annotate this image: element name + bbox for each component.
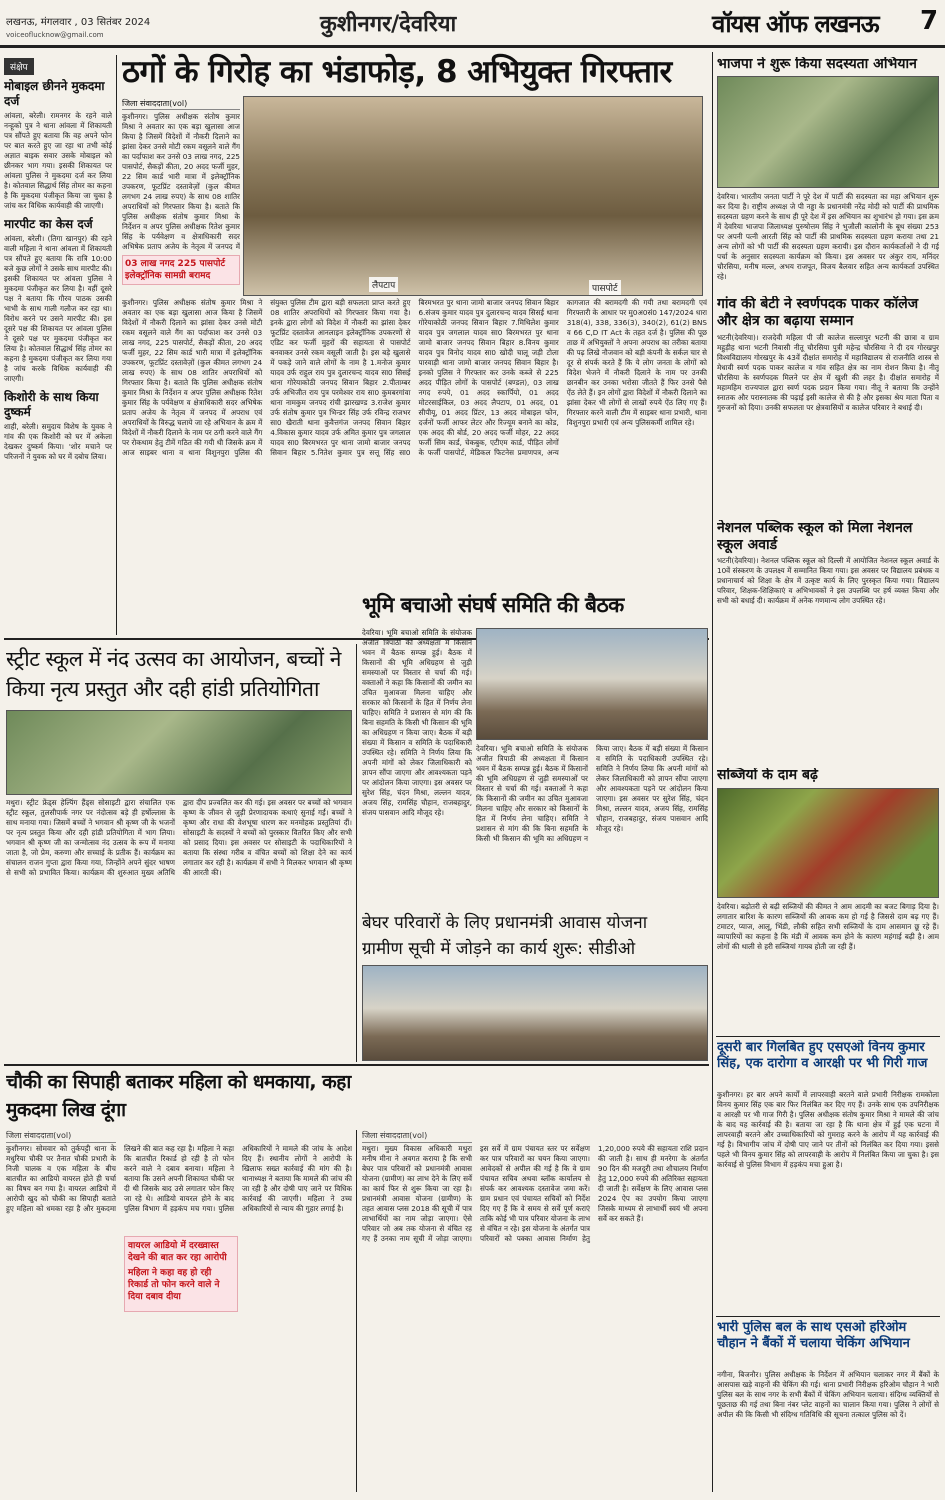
chowki-highlight-1: वायरल आडियो में दरख्वास्त देखने की बात कर रहा आरोपी — [128, 1241, 227, 1263]
email-line: voiceoflucknow@gmail.com — [6, 31, 104, 39]
lead-body-continued-text: कुशीनगर। पुलिस अधीक्षक संतोष कुमार मिश्रा ने अवतार का एक बड़ा खुलासा आज किया है जिसमें विदेशों में नौकरी दिलाने का झांसा देकर उनसे मोटी रकम वसूलने वाले गैंग का पर्दाफाश कर उनसे 03 लाख नगद, 225 पासपोर्ट, सैकड़ों कीता, 20 अदद फर्जी मुहर, 22 सिम कार्ड भारी मात्रा में इलेक्ट्रॉनिक उपकरण, फूटप्रिंट दस्तावेज़ों (कुल कीमत लगभग 24 लाख रुपए) के साथ 08 शातिर अपराधियों को गिरफ्तार किया है। बताते कि पुलिस अधीक्षक संतोष कुमार मिश्रा के निर्देशन व अपर पुलिस अधीक्षक रितेश कुमार सिंह के पर्यवेक्षण व क्षेत्राधिकारी सदर अभिषेक प्रताप अजेय के नेतृत्व में जनपद में अपराध एवं अपराधियों के विरुद्ध चलाये जा रहे अभियान के क्रम में विदेशों में नौकरी दिलाने के नाम पर ठगी करने वाले गैंग पर रोकथाम हेतु टीमें गठित की गयी थी जिसके क्रम में आज साइबर थाना व थाना विशुनपुरा पुलिस की संयुक्त पुलिस टीम द्वारा बड़ी सफलता प्राप्त करते हुए 08 शातिर अपराधियों को गिरफ्तार किया गया है। इनके द्वारा लोगों को विदेश में नौकरी का झांसा देकर फूटप्रिंट दस्तावेज आनलाइन इलेक्ट्रॉनिक उपकरणों से एडिट कर फर्जी मुहरों की सहायता से पासपोर्ट बनवाकर उनसे रकम वसूली जाती है। इस बड़े खुलासे में पकड़े जाने वाले लोगों के नाम है 1.मनोज कुमार यादव उर्फ राहुल राय पुत्र दुलारचन्द यादव सा0 सिसई थाना गोरेयाकोठी जनपद सिवान बिहार 2.पीताम्बर उर्फ अभिजीत राय पुत्र परमेश्वर राय सा0 कुमबरगांवा थाना नामकुम जनपद रांची झारखण्ड 3.राजेश कुमार उर्फ संतोष कुमार पुत्र भिन्डर सिंह उर्फ रविन्द्र राजभर सा0 खैराती थाना कुवैत्तगंज जनपद सिवान बिहार 4.विकास कुमार यादव उर्फ अमित कुमार पुत्र जगलाल यादव सा0 बिरमभरत पुर थाना जामो बाजार जनपद सिवान बिहार 5.नितेश कुमार पुत्र सत्तू सिंह सा0 बिरमभरत पुर थाना जामो बाजार जनपद सिवान बिहार 6.संजय कुमार यादव पुत्र दुलारचन्द यादव सिसई थाना गोरेयाकोठी जनपद सिवान बिहार 7.मिथिलेश कुमार यादव पुत्र जगलाल यादव सा0 बिरमभरत पुर थाना जामो बाजार जनपद सिवान बिहार 8.विनय कुमार यादव पुत्र विनोद यादव सा0 खोदी चालू जड़ी टोला पारवाड़ी थाना जामो बाजार जनपद सिवान बिहार है। इनको पुलिस ने गिरफ्तार कर उनके कब्जे से 225 अदद पीड़ित लोगों के पासपोर्ट (बण्डल), 03 लाख नगद रुपये, 01 अदद स्कार्पियो, 01 अदद मोटरसाईकिल, 03 अदद लैपटाप, 01 अदद, 01 सीपीयू, 01 अदद प्रिंटर, 13 अदद मोबाइल फोन, दर्जनों फर्जी आफर लेटर और रिज्यूम बनाने का कोड, एक अदद की बोर्ड, 20 अदद फर्जी मोहर, 22 अदद फर्जी सिम कार्ड, चेकबुक, एटीएम कार्ड, पीड़ित लोगों के फर्जी पासपोर्ट, मेडिकल फिटनेस प्रमाणपत्र, अन्य कागजात की बरामदगी की गयी तथा बरामदगी एवं गिरफ्तारी के आधार पर मु0अ0सं0 147/2024 धारा 318(4), 338, 336(3), 340(2), 61(2) BNS व 66 C,D IT Act के तहत दर्ज है। पुलिस की पूछ ताछ में अभियुक्तों ने अपना अपराध का तरीका बताया की पढ़ लिखे नौजवान को बड़ी कंपनी के सर्कल चार से दूर से संपर्क करते हैं कि ये लोग जनता के लोगों को विदेश भेजने में नौकरी दिलाने के नाम पर उनकी छानबीन कर उनका भरोसा जीतते हैं फिर उनसे पैसे ऐंठ लेते हैं। इन लोगों द्वारा विदेशों में नौकरी दिलाने का झांसा देकर भी लोगों से लाखों रुपये ऐंठ लिए गए हैं। गिरफ्तार करने वाली टीम में साइबर थाना प्रभारी, थाना विशुनपुरा प्रभारी एवं अन्य पुलिसकर्मी शामिल रहे। — [122, 298, 707, 457]
college-body: भटनी(देवरिया)। राजदेवी महिला पी जी कालेज सल्लापुर भटनी की छात्रा व ग्राम महुड़ीह थाना भटनी निवासी नीतू चौरसिया पुत्री महेन्द्र चौरसिया ने दी दय गोरखपुर विश्वविद्यालय गोरखपुर के 43वें दीक्षांत समारोह में महाविद्यालय से राजनीति शास्त्र से मेधावी स्वर्ण पदक पाकर कालेज व गांव सहित क्षेत्र का नाम रोशन किया है। नीतू चौरसिया के स्वर्णपदक मिलने पर क्षेत्र में खुशी की लहर है। दीक्षांत समारोह में महामहिम राज्यपाल द्वारा स्वर्ण पदक प्रदान किया गया। नीतू ने बताया कि उन्होंने स्नातक और परास्नातक की पढ़ाई इसी कालेज से की है और इसका श्रेय माता पिता व गुरुजनों को दिया। उनकी सफलता पर क्षेत्रवासियों व कालेज परिवार ने बधाई दी। — [717, 333, 939, 412]
chowki-top-rule — [4, 1064, 709, 1066]
date-line: लखनऊ, मंगलवार , 03 सितंबर 2024 — [6, 17, 151, 28]
lead-body: कुशीनगर। पुलिस अधीक्षक संतोष कुमार मिश्रा ने अवतार का एक बड़ा खुलासा आज किया है जिसमें विदेशों में नौकरी दिलाने का झांसा देकर उनसे मोटी रकम वसूलने वाले गैंग का पर्दाफाश कर उनसे 03 लाख नगद, 225 पासपोर्ट, सैकड़ों कीता, 20 अदद फर्जी मुहर, 22 सिम कार्ड भारी मात्रा में इलेक्ट्रॉनिक उपकरण, फूटप्रिंट दस्तावेज़ों (कुल कीमत लगभग 24 लाख रुपए) के साथ 08 शातिर अपराधियों को गिरफ्तार किया है। बताते कि पुलिस अधीक्षक संतोष कुमार मिश्रा के निर्देशन व अपर पुलिस अधीक्षक रितेश कुमार सिंह के पर्यवेक्षण व क्षेत्राधिकारी सदर अभिषेक प्रताप अजेय के नेतृत्व में जनपद में — [122, 112, 240, 251]
awas-body — [362, 1144, 708, 1494]
awas-headline-2: ग्रामीण सूची में जोड़ने का कार्य शुरू: सीडीओ — [362, 939, 636, 959]
sidebar-story3-body: शाही, बरेली। समुदाय विशेष के युवक ने गांव की एक किशोरी को घर में अकेला देखकर दुष्कर्म किया। 'शोर मचाने पर परिजनों ने युवक को घर में दबोच लिया। — [4, 422, 112, 461]
school-award-body: भटनी(देवरिया)। नेशनल पब्लिक स्कूल को दिल्ली में आयोजित नेशनल स्कूल अवार्ड के 10वें संस्करण के उपलक्ष्य में सम्मानित किया गया। इस अवसर पर विद्यालय प्रबंधक व प्रधानाचार्य को शिक्षा के क्षेत्र में उत्कृष्ट कार्य के लिए पुरस्कृत किया गया। विद्यालय परिवार, शिक्षक-शिक्षिकाएं व अभिभावकों ने इस उपलब्धि पर हर्ष व्यक्त किया और सभी को बधाई दी। कार्यक्रम में अनेक गणमान्य लोग उपस्थित रहे। — [717, 556, 939, 605]
lead-photo-label-passport: पासपोर्ट — [589, 280, 621, 295]
street-school-headline: स्ट्रीट स्कूल में नंद उत्सव का आयोजन, बच्चों ने किया नृत्य प्रस्तुत और दही हांडी प्रतियोगिता — [6, 647, 341, 701]
vegetables-photo — [717, 788, 939, 898]
land-body-right — [476, 744, 708, 904]
checking-headline: भारी पुलिस बल के साथ एसओ हरिओम चौहान ने बैंकों में चलाया चेकिंग अभियान — [717, 1320, 910, 1351]
chowki-headline: चौकी का सिपाही बताकर महिला को धमकाया, कहा मुकदमा लिख दूंगा — [6, 1071, 351, 1121]
street-school-body: मथुरा। स्ट्रीट फ्रेंड्स हेल्पिंग हैंड्स सोसाइटी द्वारा संचालित एक स्ट्रीट स्कूल, तुलसीपार्क नगर पर नंदोत्सव बड़े ही हर्षोल्लास के साथ मनाया गया। जिसमें बच्चों ने भगवान श्री कृष्ण जी के भजनों पर नृत्य प्रस्तुत किया और दही हांडी प्रतियोगिता में भाग लिया। भगवान श्री कृष्ण जी का जन्मोत्सव नंद उत्सव के रूप में मनाया जाता है, जो प्रेम, करुणा और सच्चाई के प्रतीक हैं। कार्यक्रम का संचालन राजन गुप्ता द्वारा किया गया, जिन्होंने अपने सुंदर भाषण से सभी को प्रभावित किया। कार्यक्रम की शुरुआत मुख्य अतिथि द्वारा दीप प्रज्वलित कर की गई। इस अवसर पर बच्चों को भगवान कृष्ण के जीवन से जुड़ी प्रेरणादायक कथाएं सुनाई गईं। बच्चों ने कृष्ण और राधा की वेशभूषा धारण कर मनमोहक प्रस्तुतियां दीं। सोसाइटी के सदस्यों ने बच्चों को पुरस्कार वितरित किए और सभी को प्रसाद दिया। इस अवसर पर सोसाइटी के पदाधिकारियों ने बताया कि संस्था गरीब व वंचित बच्चों को शिक्षा देने का कार्य लगातार कर रही है। कार्यक्रम में सभी ने मिलकर भगवान श्री कृष्ण की आरती की। — [6, 798, 352, 877]
section-title: कुशीनगर/देवरिया — [320, 12, 457, 37]
page-number: 7 — [920, 6, 939, 36]
land-headline: भूमि बचाओ संघर्ष समिति की बैठक — [362, 593, 624, 617]
land-body-left: देवरिया। भूमि बचाओ समिति के संयोजक अजीत त्रिपाठी की अध्यक्षता में किसान भवन में बैठक सम्पन्न हुई। बैठक में किसानों की भूमि अधिग्रहण से जुड़ी समस्याओं पर विस्तार से चर्चा की गई। वक्ताओं ने कहा कि किसानों की जमीन का उचित मुआवजा मिलना चाहिए और सरकार को किसानों के हित में निर्णय लेना चाहिए। समिति ने प्रशासन से मांग की कि बिना सहमति के किसी भी किसान की भूमि का अधिग्रहण न किया जाए। बैठक में बड़ी संख्या में किसान व समिति के पदाधिकारी उपस्थित रहे। समिति ने निर्णय लिया कि अपनी मांगों को लेकर जिलाधिकारी को ज्ञापन सौंपा जाएगा और आवश्यकता पड़ने पर आंदोलन किया जाएगा। इस अवसर पर सुरेश सिंह, चंदन मिश्रा, लल्लन यादव, अजय सिंह, रामसिंह चौहान, राजबहादुर, संजय पासवान आदि मौजूद रहे। — [362, 628, 472, 817]
lead-highlight-text: 03 लाख नगद 225 पासपोर्ट इलेक्ट्रॉनिक सामग्री बरामद — [125, 259, 225, 281]
awas-byline: जिला संवाददाता(vol) — [362, 1130, 472, 1143]
chowki-body — [6, 1144, 352, 1494]
sidebar-story3-headline: किशोरी के साथ किया दुष्कर्म — [4, 390, 99, 419]
chowki-highlight — [124, 1236, 238, 1312]
brand-logo: वॉयस ऑफ लखनऊ — [712, 10, 879, 38]
chowki-divider — [356, 1130, 357, 1492]
arrest-top-rule — [716, 1036, 940, 1037]
sidebar-story1-body: आंवला, बरेली। रामनगर के रहने वाले नन्हूको पुत्र ने थाना आंवला में शिकायती पत्र सौंपते हुए बताया कि वह अपने फोन पर बात करते हुए जा रहा था तभी कोई अज्ञात बाइक सवार उसके मोबाइल को छीनकर भाग गया। इसकी शिकायत पर आंवला पुलिस ने मुकदमा दर्ज कर लिया है। कोतवाल सिद्धार्थ सिंह तोमर का कहना है कि मुकदमा पंजीकृत किया जा चुका है जांच कर विधिक कार्यवाही की जाएगी। — [4, 111, 112, 210]
sidebar — [4, 55, 112, 635]
chowki-body-text: कुशीनगर। सोमवार को तुर्कपट्टी थाना के मधुरिया चौकी पर तैनात चौकी प्रभारी के निजी चालक व एक महिला के बीच बातचीत का आडियो वायरल होते ही चर्चा का विषय बन गया है। वायरल आडियो में आरोपी खुद को चौकी का सिपाही बताते हुए महिला को धमका रहा है और मुकदमा लिखने की बात कह रहा है। महिला ने कहा कि बातचीत रिकार्ड हो रही है तो फोन करने वाले ने दबाव बनाया। महिला ने बताया कि उसने अपनी शिकायत चौकी पर दी थी जिसके बाद उसे लगातार फोन किए जा रहे थे। आडियो वायरल होने के बाद पुलिस विभाग में हड़कंप मच गया। पुलिस अधिकारियों ने मामले की जांच के आदेश दिए हैं। स्थानीय लोगों ने आरोपी के खिलाफ सख्त कार्रवाई की मांग की है। थानाध्यक्ष ने बताया कि मामले की जांच की जा रही है और दोषी पाए जाने पर विधिक कार्रवाई की जाएगी। महिला ने उच्च अधिकारियों से न्याय की गुहार लगाई है। — [6, 1144, 352, 1213]
lead-body-continued — [122, 298, 707, 588]
chowki-highlight-2: महिला ने कहा वह हो रही रिकार्ड तो फोन करने वाले ने दिया दबाव दीया — [128, 1268, 220, 1302]
street-school-divider — [356, 644, 357, 1062]
checking-top-rule — [716, 1316, 940, 1317]
lead-photo — [243, 96, 703, 296]
bjp-photo — [717, 76, 939, 188]
chowki-byline: जिला संवाददाता(vol) — [6, 1130, 116, 1143]
masthead — [0, 0, 945, 48]
awas-photo — [362, 965, 708, 1061]
sidebar-story2-body: आंवला, बरेली। (तिगा खानपुर) की रहने वाली महिला ने थाना आंवला में शिकायती पत्र सौंपते हुए बताया कि रात्रि 10:00 बजे कुछ लोगों ने उसके साथ मारपीट की। इसकी शिकायत पर आंवला पुलिस ने मुकदमा पंजीकृत कर लिया है। वहीं दूसरे पक्ष ने बताया कि गौरव पाठक उसकी भाभी के साथ गाली गलौज कर रहा था। विरोध करने पर उसने मारपीट की। इस दूसरे पक्ष की शिकायत पर आंवला पुलिस ने दूसरे पक्ष पर मुकदमा पंजीकृत कर लिया है। कोतवाल सिद्धार्थ सिंह तोमर का कहना है मुकदमा पंजीकृत कर लिया गया है जांच करके विधिक कार्यवाही की जाएगी। — [4, 234, 112, 383]
lead-photo-label-laptop: लैपटाप — [369, 277, 398, 292]
street-school-photo — [6, 710, 352, 795]
vegetables-headline: सब्जियों के दाम बढ़े — [717, 768, 818, 783]
sidebar-story1-headline: मोबाइल छीनने मुकदमा दर्ज — [4, 79, 105, 108]
lead-byline: जिला संवाददाता(vol) — [122, 98, 240, 110]
lead-highlight — [122, 255, 240, 285]
sidebar-tag: संक्षेप — [4, 58, 34, 75]
land-body-right-text: देवरिया। भूमि बचाओ समिति के संयोजक अजीत त्रिपाठी की अध्यक्षता में किसान भवन में बैठक सम्पन्न हुई। बैठक में किसानों की भूमि अधिग्रहण से जुड़ी समस्याओं पर विस्तार से चर्चा की गई। वक्ताओं ने कहा कि किसानों की जमीन का उचित मुआवजा मिलना चाहिए और सरकार को किसानों के हित में निर्णय लेना चाहिए। समिति ने प्रशासन से मांग की कि बिना सहमति के किसी भी किसान की भूमि का अधिग्रहण न किया जाए। बैठक में बड़ी संख्या में किसान व समिति के पदाधिकारी उपस्थित रहे। समिति ने निर्णय लिया कि अपनी मांगों को लेकर जिलाधिकारी को ज्ञापन सौंपा जाएगा और आवश्यकता पड़ने पर आंदोलन किया जाएगा। इस अवसर पर सुरेश सिंह, चंदन मिश्रा, लल्लन यादव, अजय सिंह, रामसिंह चौहान, राजबहादुर, संजय पासवान आदि मौजूद रहे। — [476, 744, 708, 843]
checking-body: नगीना, बिजनौर। पुलिस अधीक्षक के निर्देशन में अभियान चलाकर नगर में बैंकों के आसपास खड़े वाहनों की चेकिंग की गई। थाना प्रभारी निरीक्षक हरिओम चौहान ने भारी पुलिस बल के साथ नगर के सभी बैंकों में चेकिंग अभियान चलाया। संदिग्ध व्यक्तियों से पूछताछ की गई तथा बिना नंबर प्लेट वाहनों का चालान किया गया। पुलिस ने लोगों से अपील की कि किसी भी संदिग्ध गतिविधि की सूचना तत्काल पुलिस को दें। — [717, 1370, 939, 1419]
land-photo — [476, 628, 708, 740]
bjp-headline: भाजपा ने शुरू किया सदस्यता अभियान — [717, 57, 917, 72]
bjp-body: देवरिया। भारतीय जनता पार्टी ने पूरे देश में पार्टी की सदस्यता का महा अभियान शुरू कर दिया है। राष्ट्रीय अध्यक्ष जे पी नड्डा के प्रधानमंत्री नरेंद्र मोदी को पार्टी की प्राथमिक सदस्यता ग्रहण करने के साथ ही पूरे देश में इस अभियान का शुभारंभ हो गया। इस क्रम में देवरिया भाजपा जिलाध्यक्ष पुरुषोत्तम सिंह ने भुजौली कालोनी के बूथ संख्या 253 पर अपनी पत्नी आरती सिंह को पार्टी की प्राथमिक सदस्यता ग्रहण कराया तथा 21 अन्य लोगों को भी पार्टी की सदस्यता ग्रहण करायी। इस दौरान कार्यकर्ताओं ने दी गई पर्चा के अनुसार सदस्यता कार्यक्रम को किया। इस अवसर पर अंकुर राय, मनिंदर चौरसिया, मनीष मल्ल, अभय राजपूत, विजय बैलवार सहित अन्य कार्यकर्ता उपस्थित रहे। — [717, 192, 939, 281]
vegetables-body: देवरिया। बढ़ोतरी से बढ़ी सब्जियों की कीमत ने आम आदमी का बजट बिगाड़ दिया है। लगातार बारिश के कारण सब्जियों की आवक कम हो गई है जिससे दाम बढ़ गए हैं। टमाटर, प्याज, आलू, भिंडी, लौकी सहित सभी सब्जियों के दाम आसमान छू रहे हैं। व्यापारियों का कहना है कि मंडी में आवक कम होने के कारण महंगाई बढ़ी है। आम लोगों की थाली से हरी सब्जियां गायब होती जा रही हैं। — [717, 902, 939, 951]
sidebar-divider — [116, 55, 117, 635]
arrest-headline: दूसरी बार गिलबित हुए एसएओ विनय कुमार सिंह, एक दारोगा व आरक्षी पर भी गिरी गाज — [717, 1040, 928, 1071]
college-headline: गांव की बेटी ने स्वर्णपदक पाकर कॉलेज और क्षेत्र का बढ़ाया सम्मान — [717, 296, 919, 329]
awas-headline-1: बेघर परिवारों के लिए प्रधानमंत्री आवास योजना — [362, 913, 648, 933]
school-award-headline: नेशनल पब्लिक स्कूल को मिला नेशनल स्कूल अवार्ड — [717, 520, 913, 553]
lead-headline: ठगों के गिरोह का भंडाफोड़, 8 अभियुक्त गिरफ्तार — [122, 54, 672, 90]
arrest-body: कुशीनगर। हर बार अपने कार्यों में लापरवाही बरतने वाले प्रभारी निरीक्षक रामकोला विनय कुमार सिंह एक बार फिर निलंबित कर दिए गए हैं। उनके साथ एक उपनिरीक्षक व आरक्षी पर भी गाज गिरी है। पुलिस अधीक्षक संतोष कुमार मिश्रा ने मामले की जांच के बाद यह कार्रवाई की है। बताया जा रहा है कि थाना क्षेत्र में हुई एक घटना में लापरवाही बरतने और उच्चाधिकारियों को गुमराह करने के आरोप में यह कार्रवाई की गई है। विभागीय जांच में दोषी पाए जाने पर तीनों को निलंबित कर दिया गया। इससे पहले भी विनय कुमार सिंह को लापरवाही के आरोप में निलंबित किया जा चुका है। इस कार्रवाई से पुलिस विभाग में हड़कंप मचा हुआ है। — [717, 1090, 939, 1169]
right-column-divider — [712, 52, 713, 1492]
awas-body-text: मथुरा। मुख्य विकास अधिकारी मथुरा मनीष मीना ने अवगत कराया है कि सभी बेघर पात्र परिवारों को प्रधानमंत्री आवास योजना (ग्रामीण) का लाभ देने के लिए सर्वे का कार्य फिर से शुरू किया जा रहा है। प्रधानमंत्री आवास योजना (ग्रामीण) के तहत आवास प्लस 2018 की सूची में पात्र लाभार्थियों का नाम जोड़ा जाएगा। ऐसे परिवार जो अब तक योजना से वंचित रह गए हैं उनका नाम सूची में जोड़ा जाएगा। इस सर्वे में ग्राम पंचायत स्तर पर सर्वेक्षण कर पात्र परिवारों का चयन किया जाएगा। आवेदकों से अपील की गई है कि वे ग्राम पंचायत सचिव अथवा ब्लॉक कार्यालय से संपर्क कर आवश्यक दस्तावेज जमा करें। ग्राम प्रधान एवं पंचायत सचिवों को निर्देश दिए गए हैं कि वे समय से सर्वे पूर्ण कराएं ताकि कोई भी पात्र परिवार योजना के लाभ से वंचित न रहे। इस योजना के अंतर्गत पात्र परिवारों को पक्का आवास निर्माण हेतु 1,20,000 रुपये की सहायता राशि प्रदान की जाती है। साथ ही मनरेगा के अंतर्गत 90 दिन की मजदूरी तथा शौचालय निर्माण हेतु 12,000 रुपये की अतिरिक्त सहायता दी जाती है। सर्वेक्षण के लिए आवास प्लस 2024 ऐप का उपयोग किया जाएगा जिसके माध्यम से लाभार्थी स्वयं भी अपना सर्वे कर सकते हैं। — [362, 1144, 708, 1243]
sidebar-story2-headline: मारपीट का केस दर्ज — [4, 217, 93, 231]
